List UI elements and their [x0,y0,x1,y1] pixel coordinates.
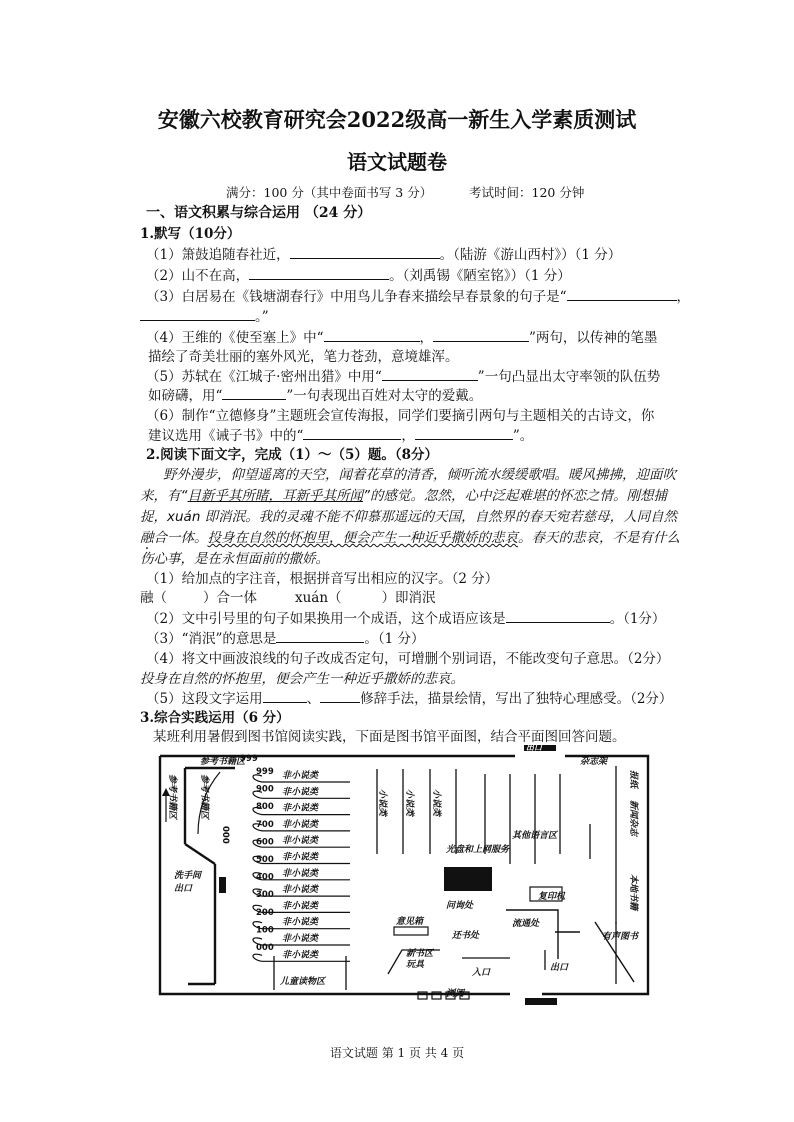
exit-bottom-label: 出口 [550,963,569,973]
q1-4-text-a: （4）王维的《使至塞上》中“ [146,330,324,346]
q1-item-3-cont [140,305,269,325]
passage-line-1: 野外漫步，仰望遥离的天空，闻着花草的清香，倾听流水缓缓歌唱。暖风拂拂，迎面吹 [163,467,676,483]
shelf-number: 900 [256,784,274,795]
question-2-heading: 2.阅读下面文字，完成（1）～（5）题。（8分） [146,447,439,463]
q1-item-3 [146,285,690,305]
toys-label: 玩具 [406,960,425,970]
q1-3-text-c: 。” [255,309,269,325]
passage-line-4 [140,526,680,546]
nonfiction-label: 非小说类 [282,934,319,944]
answer-blank[interactable] [290,246,440,259]
answer-blank[interactable] [324,329,420,342]
q2-1-text: 融（ [140,590,167,606]
left-exit-door [219,877,226,893]
nonfiction-label: 非小说类 [282,901,319,912]
q1-6-text-b: 建议选用《诫子书》中的“ [148,428,304,444]
nonfiction-label: 非小说类 [282,852,319,863]
news-magazine-label: 新闻杂志 [628,800,638,837]
shelf-number: 500 [256,855,274,866]
answer-blank[interactable] [276,630,364,643]
answer-blank[interactable] [140,308,255,321]
passage-line-5: 伤心事，是在永恒面前的撒娇。 [140,551,329,567]
exit-left-label: 出口 [174,884,193,894]
answer-blank[interactable] [222,387,286,400]
question-3-heading: 3.综合实践运用（6 分） [140,710,290,726]
q1-5-text-b: ”一句凸显出太守率领的队伍势 [477,369,661,385]
nonfiction-label: 非小说类 [282,787,319,798]
q1-4-text-b: ， [419,330,433,346]
local-books-label: 本地书籍 [628,874,638,911]
answer-blank[interactable] [415,427,513,440]
magazine-label: 杂志架 [580,757,608,767]
copier-label: 复印机 [538,892,566,902]
quoted-sentence: 目新乎其所睹，耳新乎其所闻 [187,488,363,504]
children-zone-label: 儿童读物区 [280,977,326,987]
answer-blank[interactable] [249,267,389,280]
fiction-shelves [377,769,456,854]
circulation-label: 流通处 [512,919,540,929]
q1-item-5 [146,365,660,385]
q2-3-text: 。（1 分） [364,631,425,647]
q2-sub-5 [146,687,672,707]
new-books-label: 新书区 [406,949,434,959]
bottom-exit-door [525,998,557,1005]
q2-sub-1-answers [140,586,436,606]
q1-1-text-b: 。（陆游《游山西村》）（1 分） [439,247,622,263]
q1-4-text-c: ”两句，以传神的笔墨 [529,330,658,346]
q2-2-text: 。（1分） [609,611,666,627]
shelf-number: 000 [256,943,274,954]
q2-5-text: （5）这段文字运用 [146,691,263,707]
q1-item-6-cont [148,424,533,444]
q2-sub-4-sentence: 投身在自然的怀抱里，便会产生一种近乎撒娇的悲哀。 [140,671,464,687]
q2-5-text: 修辞手法，描景绘情，写出了独特心理感受。（2分） [360,691,673,707]
nonfiction-label: 非小说类 [282,917,319,928]
passage-text: 来，有“ [140,488,188,504]
audio-books-label: 有声图书 [602,932,639,942]
q2-5-text: 、 [306,691,321,707]
q2-sub-1: （1）给加点的字注音，根据拼音写出相应的汉字。（2 分） [146,571,499,587]
num-000-left: 000 [220,826,230,844]
entrance-label: 入口 [472,968,491,978]
nonfiction-label: 非小说类 [282,803,319,814]
passage-text: ”的感觉。忽然，心中泛起难堪的怀恋之情。刚想捕 [363,488,667,504]
shelf-number: 700 [256,819,274,830]
q1-3-text-b: ， [676,289,690,305]
q1-item-2 [146,264,571,284]
shelf-number: 999 [256,767,274,777]
passage-text: 。春天的悲哀，不是有什么 [518,530,680,546]
fiction-label-3: 小说类 [431,789,441,817]
question-1-heading: 1.默写（10分） [140,226,241,242]
ref-zone-left: 参考书籍区 [167,774,177,820]
q2-2-text: （2）文中引号里的句子如果换用一个成语，这个成语应该是 [146,611,506,627]
shelf-number: 600 [256,837,274,848]
score-info: 满分：100 分（其中卷面书写 3 分） [226,185,433,200]
q1-5-text-d: ”一句表现出百姓对太守的爱戴。 [286,388,483,404]
exam-subtitle: 语文试题卷 [347,150,447,174]
exam-title: 安徽六校教育研究会2022级高一新生入学素质测试 [157,107,637,132]
nonfiction-label: 非小说类 [282,868,319,879]
inquiry-label: 问询处 [446,901,474,911]
answer-blank[interactable] [506,610,610,623]
q2-sub-3 [146,627,425,647]
answer-blank[interactable] [567,288,677,301]
answer-blank[interactable] [263,690,307,703]
nonfiction-shelves [253,767,350,961]
q1-3-text-a: （3）白居易在《钱塘湖春行》中用鸟儿争春来描绘早春景象的句子是“ [146,289,567,305]
nonfiction-label: 非小说类 [282,950,319,961]
q1-5-text-a: （5）苏轼在《江城子·密州出猎》中用“ [146,369,382,385]
washroom-label: 洗手间 [174,871,202,881]
q1-6-text-c: ， [401,428,415,444]
num-999-label: 999 [240,754,258,764]
answer-blank[interactable] [320,690,360,703]
nonfiction-label: 非小说类 [282,836,319,847]
floor-plan-walls [160,756,648,994]
answer-blank[interactable] [382,368,478,381]
shelf-number: 800 [256,802,274,813]
fiction-label-2: 小说类 [404,789,414,817]
ref-zone-right: 参考书籍区 [199,774,209,820]
q2-sub-4: （4）将文中画波浪线的句子改成否定句，可增删个别词语，不能改变句子意思。（2分） [146,651,670,667]
q1-item-1 [146,243,621,263]
other-language-label: 其他语言区 [512,831,558,841]
passage-line-3: 捉，xuán 即消泯。我的灵魂不能不仰慕那遥远的天国，自然界的春天宛若慈母，人同自然 [140,509,678,525]
answer-blank[interactable] [303,427,401,440]
q1-item-5-cont [148,384,482,404]
return-desk-label: 还书处 [452,931,480,941]
q2-1-text: xuán（ [295,590,342,606]
q1-item-4 [146,326,657,346]
time-info: 考试时间：120 分钟 [469,185,585,200]
cd-internet-counter [444,867,492,891]
wavy-underlined-sentence: 投身在自然的怀抱里，便会产生一种近乎撒娇的悲哀 [207,530,518,546]
q1-2-text-b: 。（刘禹锡《陋室铭》）（1 分） [389,268,571,284]
q1-item-4-cont: 描绘了奇美壮丽的塞外风光，笔力苍劲，意境雄浑。 [148,349,459,365]
shelf-number: 400 [256,872,274,883]
exit-top-label: 出口 [526,744,542,752]
answer-blank[interactable] [433,329,529,342]
passage-text: 合一体。 [153,530,208,546]
q3-intro: 某班利用暑假到图书馆阅读实践，下面是图书馆平面图，结合平面图回答问题。 [153,729,626,745]
q1-1-text-a: （1）箫鼓追随春社近， [146,247,290,263]
q1-2-text-a: （2）山不在高， [146,268,250,284]
page-footer: 语文试题 第 1 页 共 4 页 [329,1046,465,1060]
nonfiction-label: 非小说类 [282,885,319,896]
newspaper-label: 报纸 [628,770,638,789]
q2-1-text: ）合一体 [203,590,257,606]
q1-5-text-c: 如磅礴，用“ [148,388,223,404]
section-heading: 一、语文积累与综合运用 （24 分） [146,205,372,221]
suggestion-box-label: 意见箱 [396,917,424,927]
shelf-number: 300 [256,890,274,901]
passage-line-2 [140,484,667,504]
nonfiction-label: 非小说类 [282,771,319,781]
q2-sub-2 [146,607,665,627]
dotted-character: 融 [140,530,154,546]
q1-6-text-d: ”。 [512,428,534,444]
shelf-number: 100 [256,925,274,936]
browse-label: 浏阅 [446,989,465,999]
q1-item-6: （6）制作“立德修身”主题班会宣传海报，同学们要摘引两句与主题相关的古诗文，你 [146,408,655,424]
q2-1-text: ）即消泯 [381,590,436,606]
shelf-number: 200 [256,907,274,918]
cd-internet-label: 光盘和上网服务 [446,845,510,855]
nonfiction-label: 非小说类 [282,819,319,830]
library-floor-plan [150,744,660,1010]
ref-reading-label: 参考书籍区 [200,757,246,767]
q2-3-text: （3）“消泯”的意思是 [146,631,277,647]
fiction-label-1: 小说类 [377,789,387,817]
